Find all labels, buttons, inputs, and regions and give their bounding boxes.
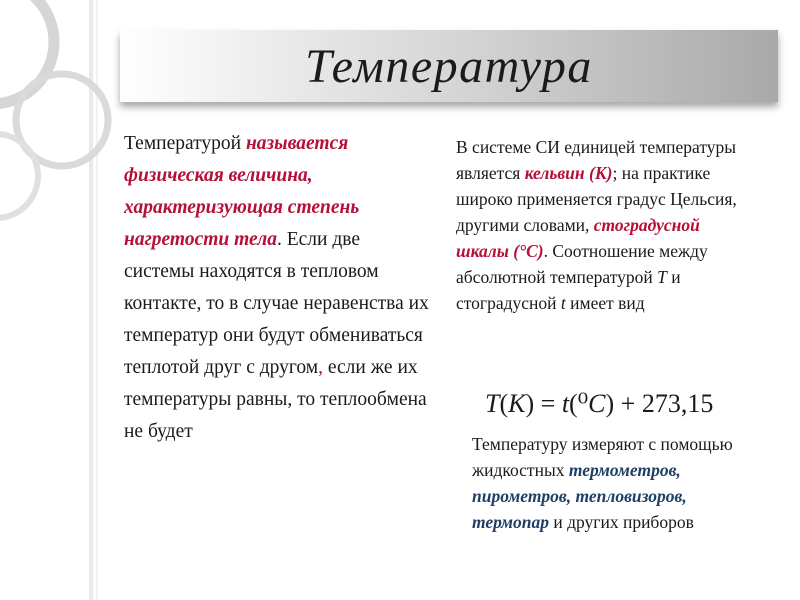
formula-equals: ) = bbox=[525, 389, 562, 418]
measurement-text-2: и других приборов bbox=[549, 512, 694, 532]
measurement-text-1: Температуру измеряют с помощью жидкостных bbox=[472, 434, 733, 480]
page-title: Температура bbox=[305, 39, 593, 93]
definition-lead: Температурой bbox=[124, 133, 246, 154]
measurement-paragraph bbox=[472, 431, 762, 535]
kelvin-highlight: кельвин (К) bbox=[524, 163, 613, 183]
definition-paragraph bbox=[124, 128, 434, 448]
formula-paren-1: ( bbox=[499, 389, 509, 418]
formula-t: t bbox=[561, 389, 570, 418]
si-units-paragraph bbox=[456, 134, 752, 316]
definition-tail: если же их температуры равны, то теплообмена не будет bbox=[124, 357, 427, 442]
formula-C: C bbox=[588, 389, 606, 418]
instruments-highlight: термометров, пирометров, тепловизоров, термопар bbox=[472, 460, 687, 532]
si-text-2: ; на практике широко применяется градус Цельсия, другими словами, bbox=[456, 163, 737, 235]
si-text-4: и стоградусной bbox=[456, 267, 681, 313]
formula-K: K bbox=[508, 389, 526, 418]
celsius-highlight: стоградусной шкалы (°С) bbox=[456, 215, 700, 261]
definition-highlight: называется физическая величина, характеризующая степень нагретости тела bbox=[124, 133, 360, 250]
formula-paren-2: ( bbox=[569, 389, 578, 418]
symbol-T: T bbox=[657, 267, 667, 287]
formula-T: T bbox=[485, 389, 500, 418]
si-text-3: . Соотношение между абсолютной температурой bbox=[456, 241, 708, 287]
symbol-t: t bbox=[560, 293, 566, 313]
formula-degree: ⁰ bbox=[577, 389, 589, 418]
si-text-5: имеет вид bbox=[565, 293, 645, 313]
temperature-formula bbox=[485, 386, 765, 422]
ring-lower bbox=[0, 134, 38, 218]
definition-comma: , bbox=[318, 357, 323, 378]
formula-tail: ) + 273,15 bbox=[605, 389, 714, 418]
si-text-1: В системе СИ единицей температуры является bbox=[456, 137, 737, 183]
definition-text: . Если две системы находятся в тепловом контакте, то в случае неравенства их температур они будут обмениваться теплотой друг с другом bbox=[124, 229, 429, 378]
